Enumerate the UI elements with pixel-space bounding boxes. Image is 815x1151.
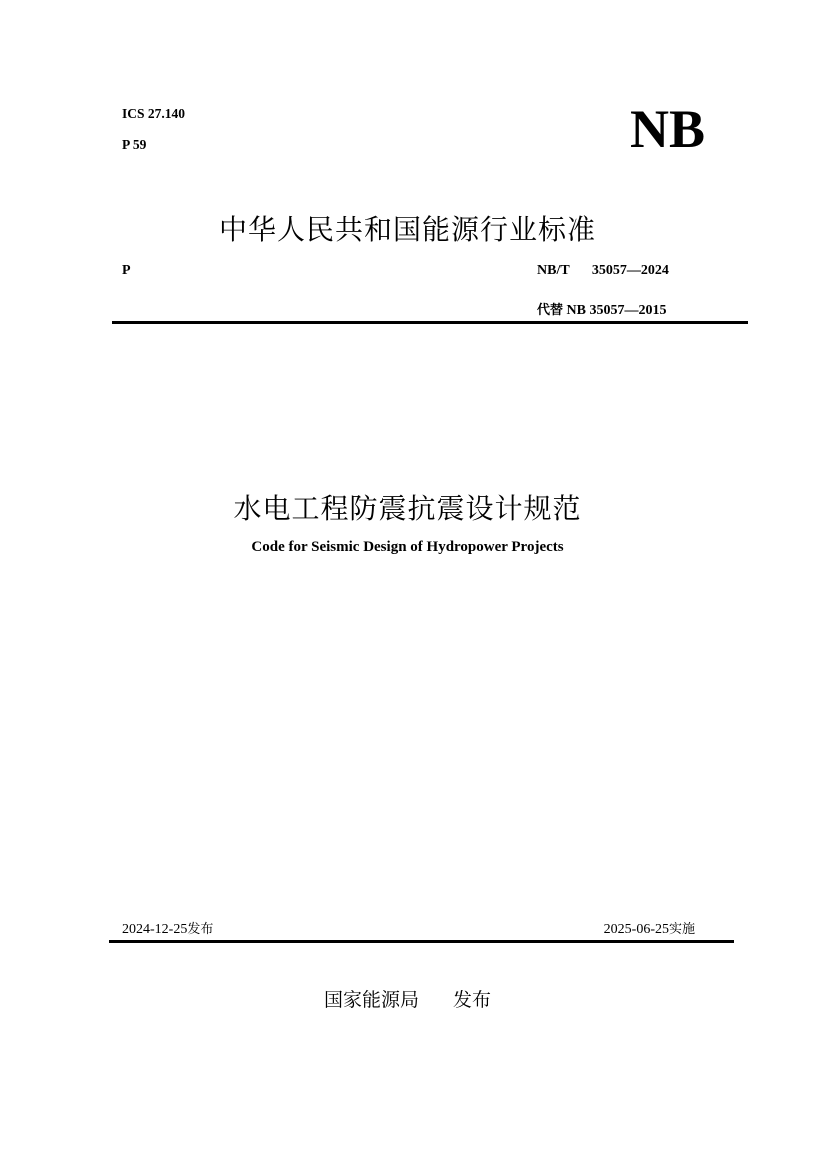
top-divider	[112, 321, 748, 324]
publisher-name: 国家能源局	[323, 989, 419, 1011]
replaces-prefix: 代替	[537, 303, 564, 318]
issue-date-line	[122, 918, 213, 938]
implementation-date-line	[604, 918, 695, 938]
replaces-number: NB 35057—2015	[566, 303, 667, 318]
standard-type-title: 中华人民共和国能源行业标准	[218, 213, 596, 246]
issue-label: 发布	[187, 922, 214, 937]
issue-date: 2024-12-25	[122, 922, 188, 937]
standard-logo: NB	[629, 99, 705, 159]
standard-number-text: NB/T 35057—2024	[537, 263, 669, 278]
ccs-code: P 59	[122, 137, 147, 152]
classification-letter: P	[122, 263, 131, 278]
publisher-line	[0, 985, 815, 1012]
bottom-divider	[109, 940, 734, 943]
implementation-label: 实施	[668, 922, 695, 937]
replaces-line	[537, 299, 666, 319]
ics-code: ICS 27.140	[122, 106, 186, 121]
document-title-english: Code for Seismic Design of Hydropower Projects	[251, 539, 564, 555]
publisher-action: 发布	[453, 989, 492, 1011]
standard-number	[537, 263, 669, 279]
implementation-date: 2025-06-25	[603, 922, 669, 937]
document-title-chinese: 水电工程防震抗震设计规范	[233, 492, 582, 525]
